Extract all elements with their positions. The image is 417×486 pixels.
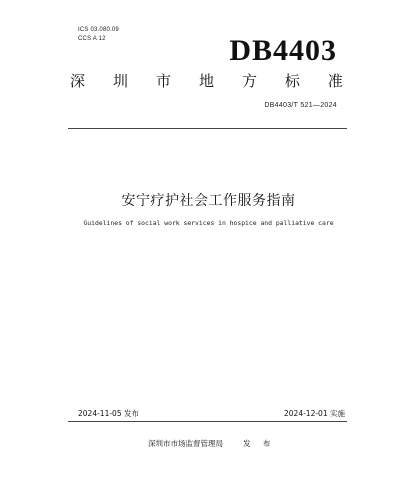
standard-type-char: 深 <box>70 72 86 90</box>
publisher-name: 深圳市市场监督管理局 <box>148 439 223 448</box>
standard-type-char: 市 <box>155 72 171 90</box>
ics-code: ICS 03.080.09 <box>78 27 119 33</box>
standard-type-char: 标 <box>284 72 300 90</box>
issue-date: 2024-11-05 发布 <box>78 409 139 418</box>
standard-type-char: 圳 <box>112 72 128 90</box>
standard-number: DB4403/T 521—2024 <box>264 102 337 109</box>
document-title-english: Guidelines of social work services in hospice and palliative care <box>83 219 334 227</box>
bottom-divider <box>68 421 347 422</box>
publish-label: 发 布 <box>243 439 276 448</box>
ccs-code: CCS A 12 <box>78 36 106 42</box>
top-divider <box>68 128 347 129</box>
document-title-chinese: 安宁疗护社会工作服务指南 <box>121 193 296 209</box>
standard-code: DB4403 <box>229 34 337 67</box>
implementation-date: 2024-12-01 实施 <box>284 409 345 418</box>
standard-type-char: 准 <box>327 72 343 90</box>
classification-codes <box>78 26 119 44</box>
standard-type-char: 方 <box>241 72 257 90</box>
standard-type-heading <box>70 72 343 90</box>
standard-type-char: 地 <box>198 72 214 90</box>
